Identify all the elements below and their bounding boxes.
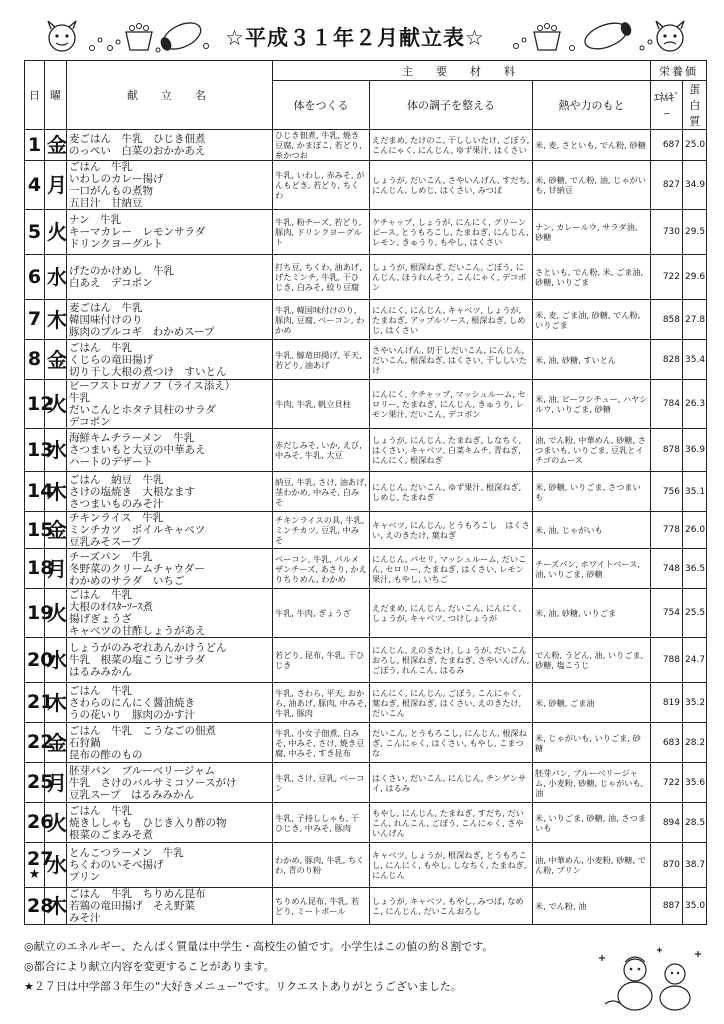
body-ingredients-cell: チキンライスの具, 牛乳, ミンチカツ, 豆乳, 中みそ bbox=[273, 512, 370, 549]
weekday-cell: 木 bbox=[45, 300, 67, 340]
dish-line: 牛乳 bbox=[69, 392, 90, 404]
day-number: 15 bbox=[27, 518, 54, 541]
table-row bbox=[25, 512, 707, 549]
dish-cell bbox=[67, 255, 273, 300]
day-number: 20 bbox=[27, 648, 54, 671]
page-title: ☆平成３１年２月献立表☆ bbox=[225, 26, 485, 50]
dish-line: 一口がんもの煮物 bbox=[69, 185, 153, 197]
kcal-cell: 878 bbox=[651, 429, 683, 472]
dish-cell bbox=[67, 340, 273, 380]
protein-cell: 35.2 bbox=[683, 683, 707, 723]
day-cell bbox=[25, 472, 54, 512]
body-ingredients-cell: 牛乳, さわら, 平天, おから, 油あげ, 豚肉, 中みそ, 牛乳, 豚肉 bbox=[273, 683, 370, 723]
header-protein: 蛋白質 bbox=[683, 81, 707, 130]
day-number: 26 bbox=[27, 811, 54, 833]
day-cell bbox=[25, 300, 45, 340]
header-dow: 曜 bbox=[45, 61, 67, 130]
dish-line: 根菜のごまみそ煮 bbox=[69, 828, 153, 841]
protein-cell: 35.0 bbox=[683, 888, 707, 925]
body-ingredients-cell: ちりめん昆布, 牛乳, 若どり, ミートボール bbox=[273, 888, 370, 925]
energy-ingredients-cell: さといも, でん粉, 米, ごま油, 砂糖, いりごま bbox=[533, 255, 651, 300]
dish-cell bbox=[67, 888, 273, 925]
energy-ingredients-cell: 米, 油, じゃがいも bbox=[533, 512, 651, 549]
setsubun-decoration-icon bbox=[510, 18, 690, 54]
snowman-small-head-icon bbox=[665, 964, 685, 984]
condition-ingredients-cell: しょうが, だいこん, さやいんげん, すだち, にんじん, しめじ, はくさい, みつば bbox=[370, 161, 533, 210]
body-ingredients-cell: わかめ, 豚肉, 牛乳, ちくわ, 青のり粉 bbox=[273, 843, 370, 888]
weekday-cell: 木 bbox=[45, 888, 67, 925]
dish-cell bbox=[67, 210, 273, 255]
kcal-cell: 683 bbox=[651, 723, 683, 763]
ogre-right-icon bbox=[656, 21, 684, 51]
weekday-cell: 火 bbox=[45, 380, 67, 429]
protein-cell: 28.5 bbox=[683, 803, 707, 843]
header-ingredients: 主 要 材 料 bbox=[273, 61, 651, 81]
header-day: 日 bbox=[25, 61, 45, 130]
dish-line: 揚げぎょうざ bbox=[69, 613, 132, 625]
table-row bbox=[25, 723, 707, 763]
day-number: 8 bbox=[27, 348, 42, 370]
energy-ingredients-cell: 油, 中華めん, 小麦粉, 砂糖, でん粉, プリン bbox=[533, 843, 651, 888]
day-cell bbox=[25, 130, 45, 161]
dish-line: ビーフストロガノフ（ライス添え） bbox=[69, 380, 236, 392]
dish-cell bbox=[67, 300, 273, 340]
header-area bbox=[0, 0, 724, 60]
condition-ingredients-cell: しょうが, キャベツ, もやし, みつば, なめこ, にんじん, だいこんおろし bbox=[370, 888, 533, 925]
dish-cell bbox=[67, 723, 273, 763]
table-row bbox=[25, 161, 707, 210]
table-row bbox=[25, 472, 707, 512]
dish-line: ごはん 牛乳 bbox=[69, 589, 132, 601]
table-row bbox=[25, 843, 707, 888]
day-cell bbox=[25, 429, 54, 472]
protein-cell: 29.5 bbox=[683, 210, 707, 255]
bean-box-left-icon bbox=[126, 24, 152, 51]
dish-line: さつまいもと大豆の中華あえ bbox=[69, 444, 206, 456]
weekday-cell: 金 bbox=[45, 130, 67, 161]
condition-ingredients-cell: しょうが, 根深ねぎ, だいこん, ごぼう, にんじん, ほうれんそう, こんにゃく, デコポン bbox=[370, 255, 533, 300]
condition-ingredients-cell: しょうが, にんじん, たまねぎ, しなちく, はくさい, キャベツ, 白菜キムチ, 青ねぎ, にんにく, 根深ねぎ bbox=[370, 429, 533, 472]
day-number: 25 bbox=[27, 771, 54, 793]
ehomaki-right-icon bbox=[582, 18, 634, 54]
weekday-cell: 水 bbox=[45, 843, 67, 888]
ogre-left-icon bbox=[48, 21, 76, 51]
table-row bbox=[25, 763, 707, 803]
dish-line: しょうがのみぞれあんかけうどん bbox=[69, 642, 227, 654]
day-number: 7 bbox=[27, 308, 42, 330]
condition-ingredients-cell: にんじん, えのきたけ, しょうが, だいこんおろし, 根深ねぎ, たまねぎ, さやいんげん, ごぼう, れんこん, はるみ bbox=[370, 638, 533, 683]
condition-ingredients-cell: だいこん, とうもろこし, にんじん, 根深ねぎ, こんにゃく, はくさい, もやし, こまつな bbox=[370, 723, 533, 763]
protein-cell: 34.9 bbox=[683, 161, 707, 210]
dish-line: のっぺい 白菜のおかかあえ bbox=[69, 145, 206, 157]
weekday-cell: 金 bbox=[45, 340, 67, 380]
header-nutrition: 栄養価 bbox=[651, 61, 707, 81]
energy-ingredients-cell: 米, じゃがいも, いりごま, 砂糖 bbox=[533, 723, 651, 763]
energy-ingredients-cell: チーズパン, ホワイトベース, 油, いりごま, 砂糖 bbox=[533, 549, 651, 589]
table-row bbox=[25, 803, 707, 843]
header-menu: 献 立 名 bbox=[67, 61, 273, 130]
day-number: 18 bbox=[27, 557, 54, 579]
day-number: 12 bbox=[27, 392, 54, 415]
table-row bbox=[25, 549, 707, 589]
day-cell bbox=[25, 888, 54, 925]
kcal-cell: 828 bbox=[651, 340, 683, 380]
dish-cell bbox=[67, 589, 273, 638]
dish-line: 豆乳みそスープ bbox=[69, 536, 142, 548]
kcal-cell: 870 bbox=[651, 843, 683, 888]
body-ingredients-cell: 赤だしみそ, いか, えび, 中みそ, 牛乳, 大豆 bbox=[273, 429, 370, 472]
dish-line: ドリンクヨーグルト bbox=[69, 238, 163, 250]
day-number: 27 bbox=[27, 847, 54, 870]
notes bbox=[24, 937, 624, 997]
dish-line: 豆乳スープ はるみみかん bbox=[69, 788, 194, 801]
kcal-cell: 819 bbox=[651, 683, 683, 723]
header-kcal: ｴﾈﾙｷﾞｰ bbox=[651, 81, 683, 130]
day-cell bbox=[25, 340, 45, 380]
dish-cell bbox=[67, 549, 273, 589]
day-cell bbox=[25, 763, 54, 803]
dish-cell bbox=[67, 472, 273, 512]
dish-line: ミンチカツ ボイルキャベツ bbox=[69, 524, 206, 536]
day-cell bbox=[25, 683, 54, 723]
table-row bbox=[25, 130, 707, 161]
day-number: 19 bbox=[27, 601, 54, 624]
day-cell bbox=[25, 803, 54, 843]
energy-ingredients-cell: 米, 麦, ごま油, 砂糖, でん粉, いりごま bbox=[533, 300, 651, 340]
day-number: 5 bbox=[27, 220, 42, 243]
dish-line: デコポン bbox=[69, 416, 111, 428]
dish-line: さわらのにんにく醤油焼き bbox=[69, 696, 195, 709]
kcal-cell: 887 bbox=[651, 888, 683, 925]
day-number: 14 bbox=[27, 480, 54, 502]
protein-cell: 27.8 bbox=[683, 300, 707, 340]
dish-line: はるみみかん bbox=[69, 666, 132, 678]
body-ingredients-cell: 牛乳, 子持ししゃも, 干ひじき, 中みそ, 豚肉 bbox=[273, 803, 370, 843]
dish-line: ごはん 牛乳 bbox=[69, 684, 132, 697]
day-cell bbox=[25, 638, 54, 683]
energy-ingredients-cell: 米, 砂糖, ごま油 bbox=[533, 683, 651, 723]
day-cell bbox=[25, 512, 54, 549]
dish-line: キーマカレー レモンサラダ bbox=[69, 226, 206, 238]
body-ingredients-cell: 牛乳, 小女子佃煮, 白みそ, 中みそ, さけ, 焼き豆腐, 中みそ, すき昆布 bbox=[273, 723, 370, 763]
weekday-cell: 木 bbox=[45, 683, 67, 723]
dish-line: ごはん 牛乳 こうなごの佃煮 bbox=[69, 724, 216, 737]
weekday-cell: 月 bbox=[45, 549, 67, 589]
condition-ingredients-cell: えだまめ, にんじん, だいこん, にんにく, しょうが, キャベツ, つけしょうが bbox=[370, 589, 533, 638]
condition-ingredients-cell: もやし, にんじん, たまねぎ, すだち, だいこん, れんこん, ごぼう, こんにゃく, さやいんげん bbox=[370, 803, 533, 843]
bean-box-right-icon bbox=[534, 24, 560, 51]
body-ingredients-cell: 打ち豆, ちくわ, 油あげ, げたミンチ, 牛乳, 干ひじき, 白みそ, 絞り豆腐 bbox=[273, 255, 370, 300]
weekday-cell: 金 bbox=[45, 512, 67, 549]
dish-cell bbox=[67, 161, 273, 210]
table-row bbox=[25, 638, 707, 683]
dish-line: ごはん 牛乳 bbox=[69, 341, 132, 354]
protein-cell: 25.5 bbox=[683, 589, 707, 638]
energy-ingredients-cell: 米, 砂糖, いりごま, さつまいも bbox=[533, 472, 651, 512]
header-body: 体をつくる bbox=[273, 81, 370, 130]
dish-line: ごはん 牛乳 bbox=[69, 161, 132, 173]
body-ingredients-cell: ひじき佃煮, 牛乳, 焼き豆腐, かまぼこ, 若どり, 糸かつお bbox=[273, 130, 370, 161]
energy-ingredients-cell: 胚芽パン, ブルーベリージャム, 小麦粉, 砂糖, じゃがいも, 油 bbox=[533, 763, 651, 803]
weekday-cell: 金 bbox=[45, 723, 67, 763]
energy-ingredients-cell: 米, 油, 砂糖, すいとん bbox=[533, 340, 651, 380]
condition-ingredients-cell: にんにく, ケチャップ, マッシュルーム, セロリー, たまねぎ, にんじん, きゅうり, レモン果汁, だいこん, デコポン bbox=[370, 380, 533, 429]
table-row bbox=[25, 255, 707, 300]
ogre-mask-icon bbox=[40, 18, 210, 54]
kcal-cell: 827 bbox=[651, 161, 683, 210]
dish-line: うの花いり 豚肉のかす汁 bbox=[69, 708, 195, 721]
dish-cell bbox=[67, 843, 273, 888]
day-cell bbox=[25, 255, 45, 300]
protein-cell: 38.7 bbox=[683, 843, 707, 888]
body-ingredients-cell: 牛乳, 牛肉, ぎょうざ bbox=[273, 589, 370, 638]
dish-line: 焼きししゃも ひじき入り酢の物 bbox=[69, 816, 227, 829]
snowman-decoration-icon bbox=[595, 944, 710, 1014]
dish-line: チーズパン 牛乳 bbox=[69, 550, 153, 563]
table-row bbox=[25, 340, 707, 380]
note-line: ◎献立のエネルギー、たんぱく質量は中学生・高校生の値です。小学生はこの値の約８割です。 bbox=[24, 940, 494, 953]
weekday-cell: 水 bbox=[45, 638, 67, 683]
dish-line: 五目汁 甘納豆 bbox=[69, 197, 143, 209]
weekday-cell: 水 bbox=[45, 429, 67, 472]
protein-cell: 26.0 bbox=[683, 512, 707, 549]
dish-line: ハートのデザート bbox=[69, 456, 153, 468]
day-number: 4 bbox=[27, 173, 42, 196]
energy-ingredients-cell: 米, 油, 砂糖, いりごま bbox=[533, 589, 651, 638]
condition-ingredients-cell: えだまめ, たけのこ, 干ししいたけ, ごぼう, こんにゃく, にんじん, ゆず果汁, はくさい bbox=[370, 130, 533, 161]
dish-line: 海鮮キムチラーメン 牛乳 bbox=[69, 432, 195, 444]
protein-cell: 35.6 bbox=[683, 763, 707, 803]
dish-line: 大根のｵｲｽﾀｰｿｰｽ煮 bbox=[69, 601, 153, 613]
day-cell bbox=[25, 589, 54, 638]
table-row bbox=[25, 683, 707, 723]
body-ingredients-cell: 牛乳, さけ, 豆乳, ベーコン bbox=[273, 763, 370, 803]
protein-cell: 28.2 bbox=[683, 723, 707, 763]
dish-cell bbox=[67, 763, 273, 803]
dish-cell bbox=[67, 130, 273, 161]
protein-cell: 29.6 bbox=[683, 255, 707, 300]
protein-cell: 35.4 bbox=[683, 340, 707, 380]
dish-cell bbox=[67, 638, 273, 683]
dish-line: 牛乳 根菜の塩こうじサラダ bbox=[69, 654, 206, 666]
kcal-cell: 858 bbox=[651, 300, 683, 340]
day-cell bbox=[25, 161, 45, 210]
menu-rows bbox=[25, 130, 707, 925]
dish-line: ごはん 納豆 牛乳 bbox=[69, 473, 164, 486]
condition-ingredients-cell: ケチャップ, しょうが, にんにく, グリーンピース, とうもろこし, たまねぎ, にんじん, レモン, きゅうり, もやし, はくさい bbox=[370, 210, 533, 255]
day-number: 28 bbox=[27, 894, 54, 917]
snowman-head-icon bbox=[624, 959, 646, 981]
protein-cell: 36.5 bbox=[683, 549, 707, 589]
day-cell bbox=[25, 380, 54, 429]
protein-cell: 36.9 bbox=[683, 429, 707, 472]
condition-ingredients-cell: キャベツ, しょうが, 根深ねぎ, とうもろこし, にんにく, もやし, しなちく, たまねぎ, にんじん bbox=[370, 843, 533, 888]
note-line: ◎都合により献立内容を変更することがあります。 bbox=[24, 960, 275, 973]
energy-ingredients-cell: 米, 油, ビーフシチュー, ハヤシルウ, いりごま, 砂糖 bbox=[533, 380, 651, 429]
dish-line: さつまいものみそ汁 bbox=[69, 497, 164, 510]
note-line: ★２７日は中学部３年生の“大好きメニュー”です。リクエストありがとうございました。 bbox=[24, 980, 462, 993]
protein-cell: 25.0 bbox=[683, 130, 707, 161]
dish-line: くじらの竜田揚げ bbox=[69, 353, 153, 366]
day-cell bbox=[25, 843, 54, 888]
condition-ingredients-cell: はくさい, だいこん, にんじん, チンゲンサイ, はるみ bbox=[370, 763, 533, 803]
condition-ingredients-cell: にんにく, にんじん, ごぼう, こんにゃく, 葉ねぎ, 根深ねぎ, はくさい, えのきたけ, だいこん bbox=[370, 683, 533, 723]
day-number: 6 bbox=[27, 265, 42, 288]
day-cell bbox=[25, 549, 54, 589]
energy-ingredients-cell: 油, でん粉, 中華めん, 砂糖, さつまいも, いりごま, 豆乳とイチゴのムース bbox=[533, 429, 651, 472]
dish-line: みそ汁 bbox=[69, 912, 101, 924]
dish-line: 石狩鍋 bbox=[69, 736, 101, 749]
dish-cell bbox=[67, 803, 273, 843]
condition-ingredients-cell: にんにく, にんじん, キャベツ, しょうが, たまねぎ, アップルソース, 根深ねぎ, しめじ, はくさい bbox=[370, 300, 533, 340]
dish-line: わかめのサラダ いちご bbox=[69, 574, 185, 587]
dish-line: 冬野菜のクリームチャウダー bbox=[69, 562, 205, 575]
dish-line: ナン 牛乳 bbox=[69, 214, 121, 226]
condition-ingredients-cell: さやいんげん, 切干しだいこん, にんじん, だいこん, 根深ねぎ, はくさい, 干ししいたけ bbox=[370, 340, 533, 380]
kcal-cell: 722 bbox=[651, 255, 683, 300]
dish-cell bbox=[67, 380, 273, 429]
day-cell bbox=[25, 723, 54, 763]
weekday-cell: 月 bbox=[45, 161, 67, 210]
day-number: 1 bbox=[27, 133, 42, 156]
energy-ingredients-cell: 米, 麦, さといも, でん粉, 砂糖 bbox=[533, 130, 651, 161]
dish-line: キャベツの甘酢しょうがあえ bbox=[69, 625, 206, 637]
dish-line: ちくわのいそべ揚げ bbox=[69, 859, 164, 871]
header-condition: 体の調子を整える bbox=[370, 81, 533, 130]
weekday-cell: 木 bbox=[45, 472, 67, 512]
body-ingredients-cell: ベーコン, 牛乳, パルメザンチーズ, あさり, かえりちりめん, わかめ bbox=[273, 549, 370, 589]
condition-ingredients-cell: にんじん, だいこん, ゆず果汁, 根深ねぎ, しめじ, たまねぎ bbox=[370, 472, 533, 512]
snowman-body-icon bbox=[618, 982, 652, 1010]
body-ingredients-cell: 牛乳, 粉チーズ, 若どり, 豚肉, ドリンクヨーグルト bbox=[273, 210, 370, 255]
dish-line: とんこつラーメン 牛乳 bbox=[69, 847, 184, 859]
dish-line: げたのかけめし 牛乳 bbox=[69, 265, 174, 277]
energy-ingredients-cell: でん粉, うどん, 油, いりごま, 砂糖, 塩こうじ bbox=[533, 638, 651, 683]
ehomaki-left-icon bbox=[159, 18, 205, 55]
kcal-cell: 722 bbox=[651, 763, 683, 803]
body-ingredients-cell: 納豆, 牛乳, さけ, 油あげ, 茎わかめ, 中みそ, 白みそ bbox=[273, 472, 370, 512]
dish-line: 若鶏の竜田揚げ そえ野菜 bbox=[69, 900, 195, 912]
dish-cell bbox=[67, 429, 273, 472]
dish-line: だいこんとホタテ貝柱のサラダ bbox=[69, 404, 216, 416]
kcal-cell: 756 bbox=[651, 472, 683, 512]
table-row bbox=[25, 429, 707, 472]
day-number: 13 bbox=[27, 438, 54, 461]
kcal-cell: 894 bbox=[651, 803, 683, 843]
energy-ingredients-cell: 米, でん粉, 油 bbox=[533, 888, 651, 925]
body-ingredients-cell: 若どり, 昆布, 牛乳, 干ひじき bbox=[273, 638, 370, 683]
condition-ingredients-cell: にんじん, パセリ, マッシュルーム, だいこん, セロリー, たまねぎ, はくさい, レモン果汁, もやし, いちご bbox=[370, 549, 533, 589]
dish-line: ごはん 牛乳 ちりめん昆布 bbox=[69, 888, 206, 900]
dish-line: 切り干し大根の煮つけ すいとん bbox=[69, 365, 227, 378]
kcal-cell: 687 bbox=[651, 130, 683, 161]
dish-line: 牛乳 さけのバルサミコソースがけ bbox=[69, 776, 237, 789]
weekday-cell: 火 bbox=[45, 210, 67, 255]
dish-cell bbox=[67, 512, 273, 549]
kcal-cell: 778 bbox=[651, 512, 683, 549]
body-ingredients-cell: 牛乳, 鯨竜田揚げ, 平天, 若どり, 油あげ bbox=[273, 340, 370, 380]
table-row bbox=[25, 300, 707, 340]
star-icon: ★ bbox=[28, 866, 41, 882]
energy-ingredients-cell: 米, いりごま, 砂糖, 油, さつまいも bbox=[533, 803, 651, 843]
dish-line: 昆布の酢のもの bbox=[69, 748, 143, 761]
weekday-cell: 水 bbox=[45, 255, 67, 300]
dish-line: 豚肉のプルコギ わかめスープ bbox=[69, 325, 215, 338]
energy-ingredients-cell: ナン, カレールウ, サラダ油, 砂糖 bbox=[533, 210, 651, 255]
dish-line: 麦ごはん 牛乳 ひじき佃煮 bbox=[69, 133, 206, 145]
body-ingredients-cell: 牛乳, 韓国味付けのり, 豚肉, 豆腐, ベーコン, わかめ bbox=[273, 300, 370, 340]
header-energy-src: 熱や力のもと bbox=[533, 81, 651, 130]
protein-cell: 35.1 bbox=[683, 472, 707, 512]
dish-line: 麦ごはん 牛乳 bbox=[69, 301, 143, 314]
dish-line: チキンライス 牛乳 bbox=[69, 512, 163, 524]
menu-table bbox=[24, 60, 707, 925]
body-ingredients-cell: 牛乳, いわし, 赤みそ, がんもどき, 若どり, ちくわ bbox=[273, 161, 370, 210]
kcal-cell: 788 bbox=[651, 638, 683, 683]
dish-cell bbox=[67, 683, 273, 723]
dish-line: プリン bbox=[69, 871, 101, 883]
energy-ingredients-cell: 米, 砂糖, でん粉, 油, じゃがいも, 甘納豆 bbox=[533, 161, 651, 210]
weekday-cell: 月 bbox=[45, 763, 67, 803]
condition-ingredients-cell: キャベツ, にんじん, とうもろこし はくさい, えのきたけ, 葉ねぎ bbox=[370, 512, 533, 549]
kcal-cell: 730 bbox=[651, 210, 683, 255]
weekday-cell: 火 bbox=[45, 803, 67, 843]
body-ingredients-cell: 牛肉, 牛乳, 帆立貝柱 bbox=[273, 380, 370, 429]
dish-line: 胚芽パン ブルーベリージャム bbox=[69, 764, 216, 777]
day-cell bbox=[25, 210, 45, 255]
table-row bbox=[25, 210, 707, 255]
day-number: 22 bbox=[27, 731, 54, 753]
weekday-cell: 火 bbox=[45, 589, 67, 638]
dish-line: ごはん 牛乳 bbox=[69, 804, 132, 817]
dish-line: 白あえ デコポン bbox=[69, 277, 153, 289]
table-row bbox=[25, 380, 707, 429]
kcal-cell: 754 bbox=[651, 589, 683, 638]
kcal-cell: 784 bbox=[651, 380, 683, 429]
protein-cell: 24.7 bbox=[683, 638, 707, 683]
table-row bbox=[25, 888, 707, 925]
protein-cell: 26.3 bbox=[683, 380, 707, 429]
dish-line: 韓国味付けのり bbox=[69, 313, 143, 326]
day-number: 21 bbox=[27, 691, 54, 713]
kcal-cell: 748 bbox=[651, 549, 683, 589]
dish-line: さけの塩焼き 大根なます bbox=[69, 485, 195, 498]
dish-line: いわしのカレー揚げ bbox=[69, 173, 164, 185]
table-row bbox=[25, 589, 707, 638]
